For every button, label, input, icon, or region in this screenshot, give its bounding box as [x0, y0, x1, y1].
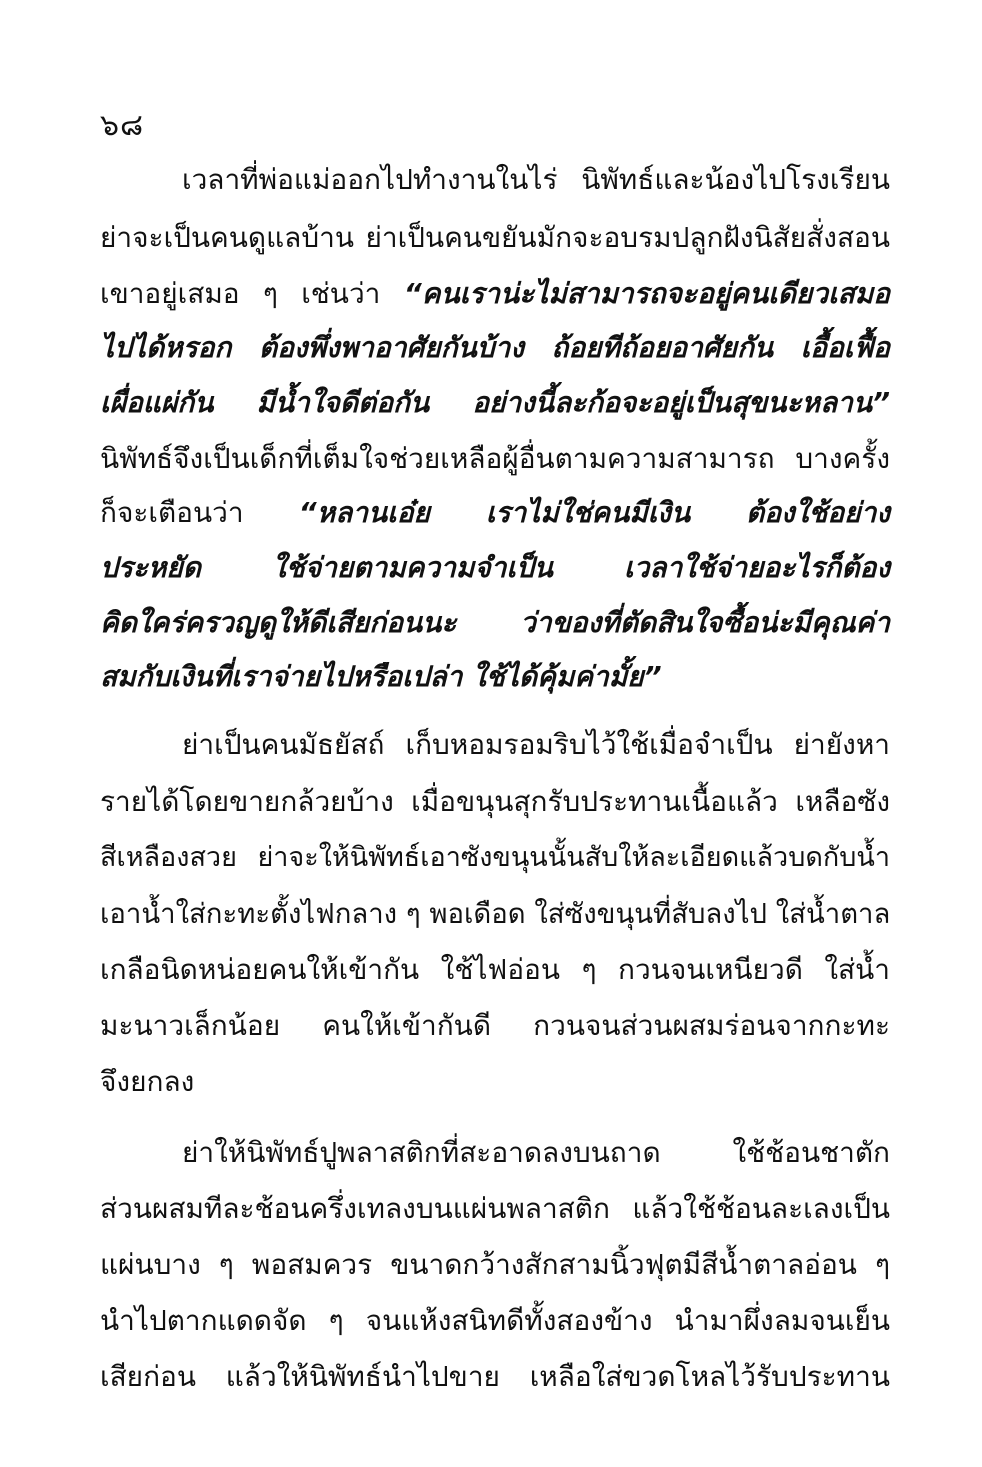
text-segment: ย่าจะเป็นคนดูแลบ้าน ย่าเป็นคนขยันมักจะอบรมปลูกฝังนิสัยสั่งสอน	[100, 221, 890, 254]
text-segment: คิดใคร่ครวญดูให้ดีเสียก่อนนะ ว่าของที่ตัดสินใจซื้อน่ะมีคุณค่า	[100, 606, 890, 639]
text-line	[100, 491, 890, 535]
text-line	[100, 836, 890, 880]
text-line	[182, 158, 890, 202]
text-line	[100, 216, 890, 260]
text-segment: นิพัทธ์จึงเป็นเด็กที่เต็มใจช่วยเหลือผู้อื่นตามความสามารถ บางครั้ง	[100, 442, 890, 475]
page-number: ๖๘	[100, 108, 145, 143]
text-line	[182, 1131, 890, 1175]
text-line	[100, 437, 890, 481]
text-line	[100, 1004, 890, 1048]
grandma-quote-line	[100, 546, 890, 590]
text-line	[100, 892, 890, 936]
grandma-quote-line	[100, 601, 890, 645]
text-line	[100, 1355, 890, 1399]
text-segment: เขาอยู่เสมอ ๆ เช่นว่า	[100, 277, 404, 310]
text-segment: ประหยัด ใช้จ่ายตามความจำเป็น เวลาใช้จ่ายอะไรก็ต้อง	[100, 551, 890, 584]
text-segment: จึงยกลง	[100, 1065, 195, 1098]
text-line	[100, 272, 890, 316]
text-segment: เผื่อแผ่กัน มีน้ำใจดีต่อกัน อย่างนี้ละก้อจะอยู่เป็นสุขนะหลาน”	[100, 386, 890, 419]
text-segment: สีเหลืองสวย ย่าจะให้นิพัทธ์เอาซังขนุนนั้นสับให้ละเอียดแล้วบดกับน้ำ	[100, 842, 890, 873]
grandma-quote-line	[100, 655, 890, 699]
text-segment: เวลาที่พ่อแม่ออกไปทำงานในไร่ นิพัทธ์และน้องไปโรงเรียน	[182, 163, 890, 196]
text-segment: เกลือนิดหน่อยคนให้เข้ากัน ใช้ไฟอ่อน ๆ กวนจนเหนียวดี ใส่น้ำ	[100, 953, 890, 986]
text-segment: ย่าเป็นคนมัธยัสถ์ เก็บหอมรอมริบไว้ใช้เมื่อจำเป็น ย่ายังหา	[182, 728, 890, 761]
text-segment: นำไปตากแดดจัด ๆ จนแห้งสนิทดีทั้งสองข้าง นำมาผึ่งลมจนเย็น	[100, 1304, 890, 1337]
grandma-quote: “คนเราน่ะไม่สามารถจะอยู่คนเดียวเสมอ	[403, 277, 890, 310]
text-line	[100, 780, 890, 824]
text-segment: มะนาวเล็กน้อย คนให้เข้ากันดี กวนจนส่วนผสมร่อนจากกะทะ	[100, 1009, 890, 1042]
text-segment: แผ่นบาง ๆ พอสมควร ขนาดกว้างสักสามนิ้วฟุตมีสีน้ำตาลอ่อน ๆ	[100, 1248, 890, 1281]
text-line	[182, 723, 890, 767]
grandma-quote: “หลานเอ๋ย เราไม่ใช่คนมีเงิน ต้องใช้อย่าง	[298, 496, 890, 529]
text-segment: รายได้โดยขายกล้วยบ้าง เมื่อขนุนสุกรับประทานเนื้อแล้ว เหลือซัง	[100, 785, 890, 818]
text-line	[100, 948, 890, 992]
text-line	[100, 1060, 890, 1104]
text-line	[100, 1299, 890, 1343]
text-segment: เอาน้ำใส่กะทะตั้งไฟกลาง ๆ พอเดือด ใส่ซังขนุนที่สับลงไป ใส่น้ำตาล	[100, 898, 891, 930]
text-line	[100, 1243, 890, 1287]
text-segment: ส่วนผสมทีละช้อนครึ่งเทลงบนแผ่นพลาสติก แล้วใช้ช้อนละเลงเป็น	[100, 1192, 890, 1225]
text-line	[100, 1187, 890, 1231]
grandma-quote-line	[100, 381, 890, 425]
grandma-quote-line	[100, 326, 890, 370]
text-segment: ย่าให้นิพัทธ์ปูพลาสติกที่สะอาดลงบนถาด ใช้ช้อนชาตัก	[182, 1136, 890, 1169]
text-segment: ก็จะเตือนว่า	[100, 496, 299, 529]
text-segment: เสียก่อน แล้วให้นิพัทธ์นำไปขาย เหลือใส่ขวดโหลไว้รับประทาน	[100, 1360, 890, 1393]
text-segment: สมกับเงินที่เราจ่ายไปหรือเปล่า ใช้ได้คุ้มค่ามั้ย”	[100, 660, 662, 693]
text-segment: ไปได้หรอก ต้องพึ่งพาอาศัยกันบ้าง ถ้อยทีถ้อยอาศัยกัน เอื้อเฟื้อ	[100, 331, 890, 364]
